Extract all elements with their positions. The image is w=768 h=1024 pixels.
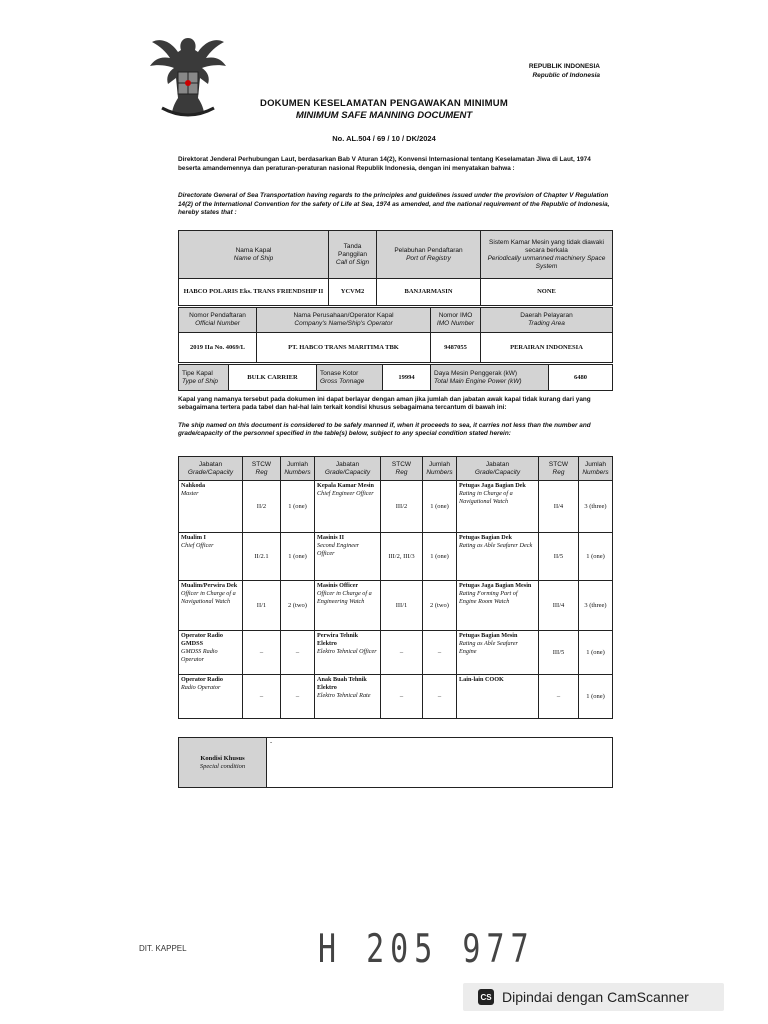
- engine-power-header: Daya Mesin Penggerak (kW) Total Main Engine Power (kW): [431, 365, 549, 391]
- crew-position-en: Master: [181, 490, 199, 497]
- crew-position-id: Petugas Bagian Mesin: [459, 632, 518, 639]
- imo-header: Nomor IMO IMO Number: [431, 308, 481, 333]
- crew-position-id: Nahkoda: [181, 482, 206, 489]
- jabatan-header: Jabatan Grade/Capacity: [315, 457, 381, 481]
- crew-row: [179, 533, 613, 581]
- document-title-en: MINIMUM SAFE MANNING DOCUMENT: [295, 110, 473, 121]
- crew-number: 1 (one): [423, 481, 457, 533]
- crew-position-en: Radio Operator: [181, 684, 221, 691]
- crew-row: [179, 481, 613, 533]
- crew-position: [315, 675, 381, 719]
- crew-row: [179, 675, 613, 719]
- serial-number: H 205 977: [318, 926, 535, 973]
- crew-position: [315, 631, 381, 675]
- special-condition-header: Kondisi Khusus Special condition: [179, 738, 267, 788]
- crew-stcw-reg: III/5: [539, 631, 579, 675]
- crew-stcw-reg: III/2: [381, 481, 423, 533]
- ship-type-header: Tipe Kapal Type of Ship: [179, 365, 229, 391]
- engine-system-header: Sistem Kamar Mesin yang tidak diawaki secara berkala Periodically unmanned machinery Space System: [481, 231, 613, 279]
- crew-number: 2 (two): [423, 581, 457, 631]
- crew-stcw-reg: –: [243, 631, 281, 675]
- crew-stcw-reg: III/2, III/3: [381, 533, 423, 581]
- crew-position: [457, 581, 539, 631]
- jumlah-header: Jumlah Numbers: [281, 457, 315, 481]
- gross-tonnage-header: Tonase Kotor Gross Tonnage: [317, 365, 383, 391]
- crew-number: –: [423, 675, 457, 719]
- call-sign-header: Tanda Panggilan Call of Sign: [329, 231, 377, 279]
- crew-position: [179, 581, 243, 631]
- crew-number: 2 (two): [281, 581, 315, 631]
- camscanner-badge: [463, 983, 724, 1011]
- official-number-value: 2019 IIa No. 4069/L: [179, 333, 257, 363]
- crew-table: [178, 456, 613, 719]
- crew-stcw-reg: III/4: [539, 581, 579, 631]
- crew-position: [179, 631, 243, 675]
- crew-position-id: Kepala Kamar Mesin: [317, 482, 374, 489]
- crew-number: 1 (one): [423, 533, 457, 581]
- company-header: Nama Perusahaan/Operator Kapal Company's Name/Ship's Operator: [257, 308, 431, 333]
- crew-position: [179, 533, 243, 581]
- trading-area-value: PERAIRAN INDONESIA: [481, 333, 613, 363]
- crew-header-row: [179, 457, 613, 481]
- crew-stcw-reg: III/1: [381, 581, 423, 631]
- crew-stcw-reg: II/4: [539, 481, 579, 533]
- crew-position: [457, 533, 539, 581]
- crew-position-en: Officer in Charge of a Engineering Watch: [317, 590, 372, 605]
- company-value: PT. HABCO TRANS MARITIMA TBK: [257, 333, 431, 363]
- crew-position-id: Masinis Officer: [317, 582, 359, 589]
- official-number-header: Nomor Pendaftaran Official Number: [179, 308, 257, 333]
- ship-type-value: BULK CARRIER: [229, 365, 317, 391]
- intro-text-id: Direktorat Jenderal Perhubungan Laut, berdasarkan Bab V Aturan 14(2), Konvensi Internasional tentang Keselamatan Jiwa di Laut, 1974 beserta amandemennya dan peraturan-peraturan nasional Republik Indonesia, dengan ini menyatakan bahwa :: [178, 156, 591, 172]
- camscanner-text: Dipindai dengan CamScanner: [502, 989, 689, 1005]
- crew-number: –: [423, 631, 457, 675]
- crew-stcw-reg: II/2.1: [243, 533, 281, 581]
- stcw-header: STCW Reg: [381, 457, 423, 481]
- jabatan-header: Jabatan Grade/Capacity: [457, 457, 539, 481]
- crew-stcw-reg: II/2: [243, 481, 281, 533]
- statement-text-en: The ship named on this document is considered to be safely manned if, when it proceeds to sea, it carries not less than the number and grade/capacity of the personnel specified in the table(s) below, subject to any special condition stated herein:: [178, 422, 591, 438]
- ship-name-value: HABCO POLARIS Eks. TRANS FRIENDSHIP II: [179, 279, 329, 306]
- crew-number: –: [281, 631, 315, 675]
- crew-position-en: Rating as Able Seafarer Engine: [459, 640, 518, 655]
- republic-label-id: REPUBLIK INDONESIA: [528, 63, 600, 70]
- crew-number: 1 (one): [281, 533, 315, 581]
- crew-stcw-reg: –: [381, 675, 423, 719]
- crew-position: [315, 581, 381, 631]
- crew-position-id: Mualim/Perwira Dek: [181, 582, 238, 589]
- crew-position-id: Petugas Jaga Bagian Mesin: [459, 582, 532, 589]
- engine-system-value: NONE: [481, 279, 613, 306]
- crew-position: [179, 675, 243, 719]
- crew-position-en: Chief Officer: [181, 542, 214, 549]
- crew-position-en: Elektro Tehnical Officer: [317, 648, 377, 655]
- stcw-header: STCW Reg: [243, 457, 281, 481]
- crew-position-en: Rating as Able Seafarer Deck: [459, 542, 533, 549]
- crew-position-id: Anak Buah Tehnik Elektro: [317, 676, 367, 691]
- engine-power-value: 6480: [549, 365, 613, 391]
- crew-position-en: Elektro Tehnical Rate: [317, 692, 371, 699]
- crew-position-id: Perwira Tehnik Elektro: [317, 632, 359, 647]
- crew-position: [315, 533, 381, 581]
- republic-label-en: Republic of Indonesia: [532, 72, 600, 79]
- crew-position-en: Second Engineer Officer: [317, 542, 360, 557]
- intro-text-en: Directorate General of Sea Transportation having regards to the principles and guidelines issued under the provision of Chapter V Regulation 14(2) of the International Convention for the safety of Life at Sea, 1974 as amended, and the national requirement of the Republic of Indonesia, hereby states that :: [178, 192, 610, 217]
- call-sign-value: YCVM2: [329, 279, 377, 306]
- crew-stcw-reg: –: [381, 631, 423, 675]
- republic-label: [529, 62, 600, 80]
- crew-number: 1 (one): [579, 675, 613, 719]
- crew-position-en: Rating Forming Part of Engine Room Watch: [459, 590, 518, 605]
- crew-position-id: Petugas Jaga Bagian Dek: [459, 482, 526, 489]
- document-title-id: DOKUMEN KESELAMATAN PENGAWAKAN MINIMUM: [260, 98, 508, 109]
- crew-body: [179, 481, 613, 719]
- crew-number: 1 (one): [579, 631, 613, 675]
- crew-position: [457, 631, 539, 675]
- crew-position-id: Masinis II: [317, 534, 344, 541]
- crew-position-en: GMDSS Radio Operator: [181, 648, 218, 663]
- crew-position: [457, 481, 539, 533]
- jumlah-header: Jumlah Numbers: [579, 457, 613, 481]
- jumlah-header: Jumlah Numbers: [423, 457, 457, 481]
- crew-position-id: Operator Radio: [181, 676, 223, 683]
- crew-position: [457, 675, 539, 719]
- crew-position-en: Rating in Charge of a Navigational Watch: [459, 490, 513, 505]
- crew-number: 3 (three): [579, 581, 613, 631]
- crew-stcw-reg: –: [539, 675, 579, 719]
- crew-row: [179, 581, 613, 631]
- crew-position-id: Petugas Bagian Dek: [459, 534, 512, 541]
- ship-type-table: [178, 364, 613, 391]
- special-condition-table: [178, 737, 613, 788]
- camscanner-logo-icon: CS: [478, 989, 494, 1005]
- ship-info-table: [178, 230, 613, 306]
- ship-name-header: Nama Kapal Name of Ship: [179, 231, 329, 279]
- crew-position-en: Chief Engineer Officer: [317, 490, 374, 497]
- crew-row: [179, 631, 613, 675]
- crew-position-id: Lain-lain COOK: [459, 676, 504, 683]
- crew-position-id: Operator Radio GMDSS: [181, 632, 223, 647]
- crew-number: 1 (one): [281, 481, 315, 533]
- port-value: BANJARMASIN: [377, 279, 481, 306]
- gross-tonnage-value: 19994: [383, 365, 431, 391]
- crew-number: –: [281, 675, 315, 719]
- crew-position-en: Officer in Charge of a Navigational Watch: [181, 590, 236, 605]
- imo-value: 9487055: [431, 333, 481, 363]
- stcw-header: STCW Reg: [539, 457, 579, 481]
- crew-stcw-reg: –: [243, 675, 281, 719]
- crew-stcw-reg: II/5: [539, 533, 579, 581]
- ship-registry-table: [178, 307, 613, 363]
- port-header: Pelabuhan Pendaftaran Port of Registry: [377, 231, 481, 279]
- department-label: DIT. KAPPEL: [139, 944, 187, 953]
- crew-position: [315, 481, 381, 533]
- document-number: No. AL.504 / 69 / 10 / DK/2024: [332, 134, 436, 143]
- crew-number: 1 (one): [579, 533, 613, 581]
- statement-text-id: Kapal yang namanya tersebut pada dokumen ini dapat berlayar dengan aman jika jumlah dan jabatan awak kapal tidak kurang dari yang sebagaimana tertera pada tabel dan hal-hal lain terkait kondisi khusus sebagaimana tercantum di bawah ini:: [178, 396, 591, 412]
- special-condition-value: -: [267, 738, 613, 788]
- trading-area-header: Daerah Pelayaran Trading Area: [481, 308, 613, 333]
- crew-number: 3 (three): [579, 481, 613, 533]
- crew-stcw-reg: II/1: [243, 581, 281, 631]
- crew-position: [179, 481, 243, 533]
- crew-position-id: Mualim I: [181, 534, 206, 541]
- jabatan-header: Jabatan Grade/Capacity: [179, 457, 243, 481]
